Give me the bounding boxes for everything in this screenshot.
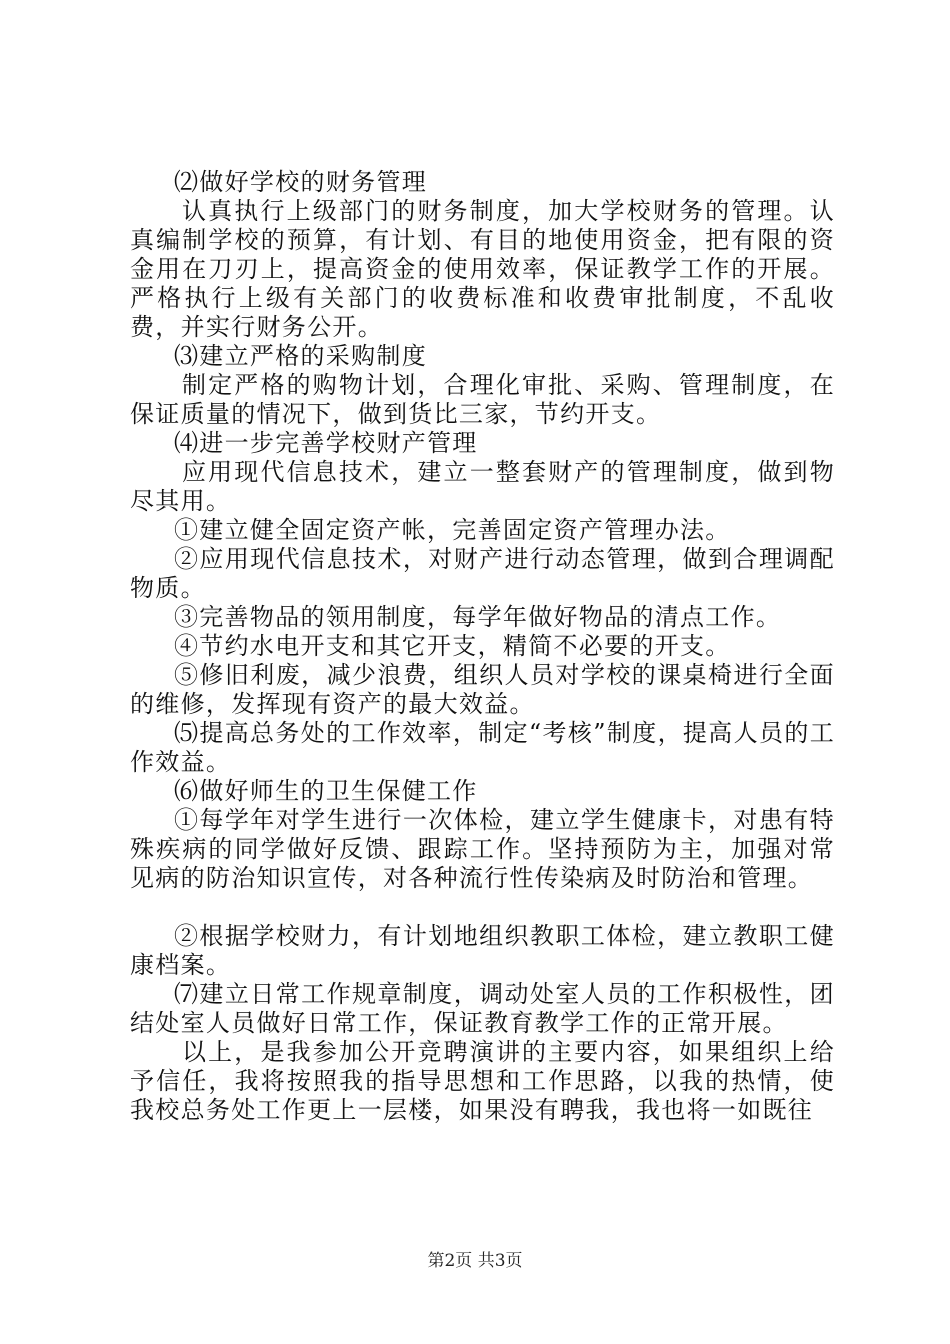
section-heading-health: ⑹做好师生的卫生保健工作: [174, 777, 478, 805]
document-body: [130, 168, 835, 1125]
section-heading-finance: ⑵做好学校的财务管理: [174, 168, 427, 196]
paragraph-conclusion: 以上，是我参加公开竞聘演讲的主要内容，如果组织上给予信任，我将按照我的指导思想和工作思路，以我的热情，使我校总务处工作更上一层楼，如果没有聘我，我也将一如既往: [130, 1038, 835, 1124]
list-item-property-1: ①建立健全固定资产帐，完善固定资产管理办法。: [174, 516, 731, 544]
section-heading-procurement: ⑶建立严格的采购制度: [174, 342, 427, 370]
list-item-health-1: ①每学年对学生进行一次体检，建立学生健康卡，对患有特殊疾病的同学做好反馈、跟踪工作。坚持预防为主，加强对常见病的防治知识宣传，对各种流行性传染病及时防治和管理。: [130, 806, 835, 892]
paragraph-property: 应用现代信息技术，建立一整套财产的管理制度，做到物尽其用。: [130, 458, 835, 515]
section-heading-regulations: ⑺建立日常工作规章制度，调动处室人员的工作积极性，团结处室人员做好日常工作，保证教育教学工作的正常开展。: [130, 980, 835, 1037]
paragraph-spacer: [130, 893, 835, 922]
paragraph-finance: 认真执行上级部门的财务制度，加大学校财务的管理。认真编制学校的预算，有计划、有目的地使用资金，把有限的资金用在刀刃上，提高资金的使用效率，保证教学工作的开展。严格执行上级有关部门的收费标准和收费审批制度，不乱收费，并实行财务公开。: [130, 197, 835, 341]
list-item-property-4: ④节约水电开支和其它开支，精简不必要的开支。: [174, 632, 731, 660]
list-item-health-2: ②根据学校财力，有计划地组织教职工体检，建立教职工健康档案。: [130, 922, 835, 979]
list-item-property-3: ③完善物品的领用制度，每学年做好物品的清点工作。: [174, 603, 782, 631]
section-heading-efficiency: ⑸提高总务处的工作效率，制定“考核”制度，提高人员的工作效益。: [130, 719, 835, 776]
page-number-footer: 第2页 共3页: [427, 1251, 523, 1271]
list-item-property-2: ②应用现代信息技术，对财产进行动态管理，做到合理调配物质。: [130, 545, 835, 602]
paragraph-procurement: 制定严格的购物计划，合理化审批、采购、管理制度，在保证质量的情况下，做到货比三家，节约开支。: [130, 371, 835, 428]
list-item-property-5: ⑤修旧利废，减少浪费，组织人员对学校的课桌椅进行全面的维修，发挥现有资产的最大效益。: [130, 661, 835, 718]
section-heading-property: ⑷进一步完善学校财产管理: [174, 429, 478, 457]
